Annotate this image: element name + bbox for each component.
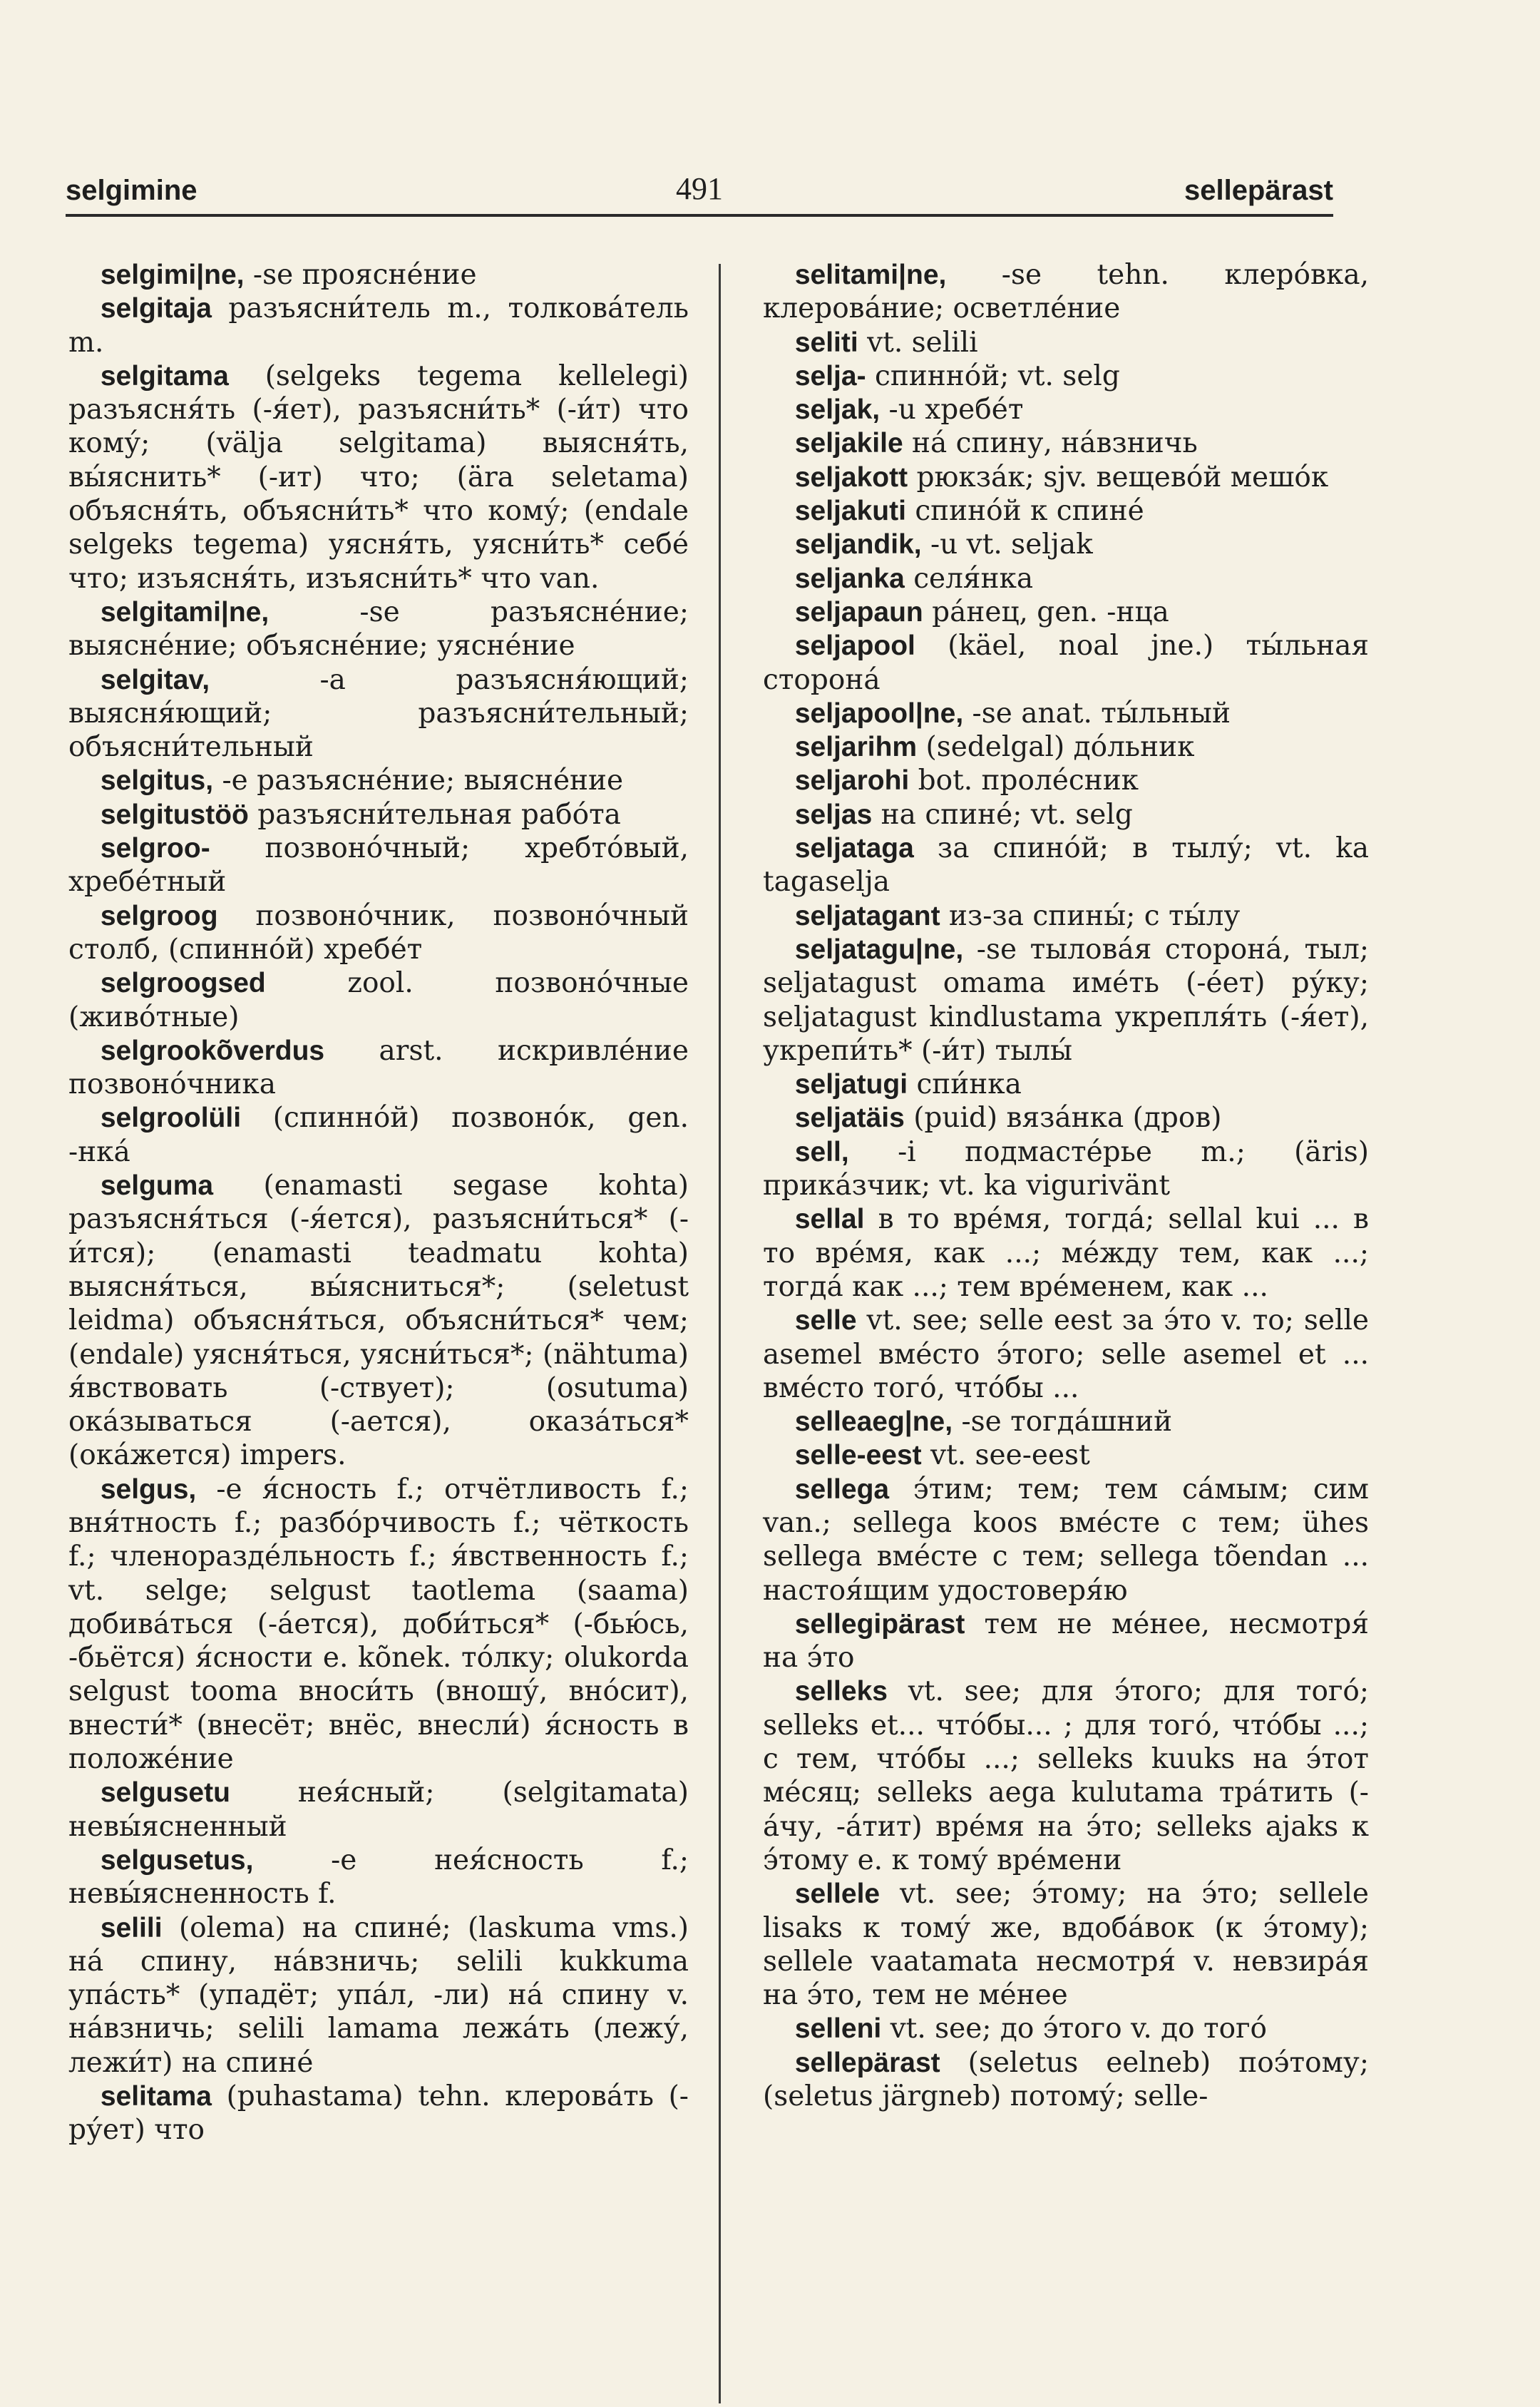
entry-headword: selgroo- [100, 833, 210, 864]
entry-definition: (sedelgal) до́льник [917, 731, 1195, 764]
dictionary-entry [763, 596, 1369, 629]
entry-definition: -se разъяснéние; выяснéние; объяснéние; уяснéние [68, 596, 689, 663]
dictionary-entry [68, 1473, 689, 1777]
entry-definition: ра́нец, gen. -нца [923, 596, 1169, 628]
entry-definition: vt. see; для э́того; для того́; selleks et... что́бы... ; для того́, что́бы ...; с тем, что́бы ...; selleks kuuks на э́тот мéсяц; selleks aega kulutama тра́тить (-а́чу, -а́тит) врéмя на э́то; selleks ajaks к э́тому e. к тому́ врéмени [763, 1675, 1369, 1876]
dictionary-entry [763, 2046, 1369, 2114]
dictionary-entry [763, 629, 1369, 697]
entry-headword: selleaeg|ne, [794, 1406, 953, 1438]
entry-definition: (seletus eelneb) поэ́тому; (seletus järgneb) потому́; selle- [763, 2046, 1369, 2113]
entry-headword: seljas [794, 799, 873, 830]
entry-definition: vt. see; selle eest за э́то v. то; selle asemel вмéсто э́того; selle asemel et ... вмéсто того́, что́бы ... [763, 1304, 1369, 1404]
entry-headword: selgus, [100, 1473, 197, 1505]
entry-definition: -se прояснéние [244, 259, 477, 291]
entry-definition: на́ спину, на́взничь [903, 427, 1198, 460]
entry-definition: zool. позвоно́чные (живо́тные) [68, 967, 689, 1033]
entry-definition: на спине́; vt. selg [872, 798, 1133, 831]
entry-definition: (selgeks tegema kellelegi) разъясня́ть (-я́ет), разъясни́ть* (-и́т) что кому́; (välja selgitama) выясня́ть, вы́яснить* (-ит) что; (ära seletama) объясня́ть, объясни́ть* что кому́; (endale selgeks tegema) уясня́ть, уясни́ть* себе́ что; изъясня́ть, изъясни́ть* что van. [68, 359, 689, 595]
entry-headword: sellele [794, 1879, 881, 1910]
entry-headword: sellal [794, 1204, 865, 1235]
entry-definition: разъясни́тельная рабо́та [248, 798, 621, 831]
dictionary-entry [763, 933, 1369, 1068]
entry-definition: (puhastama) tehn. клерова́ть (-ру́ет) что [68, 2080, 689, 2147]
entry-definition: (käel, noal jne.) ты́льная сторона́ [763, 630, 1369, 696]
entry-headword: selgusetus, [100, 1844, 254, 1876]
entry-definition: (puid) вяза́нка (дров) [904, 1102, 1222, 1135]
dictionary-entry [763, 832, 1369, 899]
entry-headword: selgroolüli [100, 1103, 242, 1134]
dictionary-entry [763, 697, 1369, 730]
dictionary-entry [68, 832, 689, 899]
dictionary-entry [763, 1473, 1369, 1608]
entry-headword: sellega [794, 1473, 890, 1505]
entry-headword: selgrookõverdus [100, 1035, 325, 1066]
left-column [68, 258, 689, 2147]
entry-definition: рюкза́к; sjv. вещево́й мешо́к [908, 461, 1329, 494]
entry-headword: selgitus, [100, 765, 214, 797]
dictionary-entry [763, 899, 1369, 933]
entry-definition: за спино́й; в тылу́; vt. ka tagaselja [763, 832, 1369, 899]
dictionary-entry [68, 798, 689, 832]
dictionary-entry [763, 2012, 1369, 2045]
entry-headword: seljandik, [794, 529, 922, 561]
dictionary-entry [68, 1034, 689, 1102]
dictionary-entry [763, 1304, 1369, 1405]
entry-definition: vt. selili [858, 326, 978, 359]
dictionary-entry [68, 899, 689, 967]
entry-definition: -e разъяснéние; выяснéние [213, 765, 624, 797]
running-head-right: sellepärast [1184, 175, 1333, 206]
entry-definition: vt. see; э́тому; на э́то; sellele lisaks к тому́ же, вдоба́вок (к э́тому); sellele vaatamata несмотря́ v. невзира́я на э́то, тем не мéнее [763, 1878, 1369, 2012]
dictionary-entry [68, 1776, 689, 1844]
dictionary-entry [763, 1202, 1369, 1304]
entry-definition: (спинно́й) позвоно́к, gen. -нка́ [68, 1102, 689, 1168]
entry-headword: seljatagant [794, 900, 940, 931]
entry-headword: seljakuti [794, 496, 906, 527]
entry-definition: -se тылова́я сторона́, тыл; seljatagust omama имéть (-éет) ру́ку; seljatagust kindlustama укрепля́ть (-я́ет), укрепи́ть* (-и́т) тылы́ [763, 933, 1369, 1067]
entry-definition: э́тим; тем; тем са́мым; сим van.; sellega koos вмéсте с тем; ühes sellega вмéсте с тем; sellega tõendan ... настоя́щим удостоверя́ю [763, 1473, 1369, 1607]
entry-definition: селя́нка [904, 562, 1034, 595]
dictionary-entry [763, 1608, 1369, 1675]
dictionary-entry [763, 764, 1369, 797]
entry-headword: selgusetu [100, 1777, 230, 1809]
entry-headword: selitami|ne, [794, 260, 947, 290]
page-number: 491 [676, 171, 723, 206]
entry-definition: спино́й к спине́ [905, 495, 1144, 528]
entry-definition: arst. искривлéние позвоно́чника [68, 1034, 689, 1101]
entry-headword: sell, [794, 1136, 849, 1167]
dictionary-entry [763, 461, 1369, 494]
entry-definition: -se tehn. клеро́вка, клерова́ние; осветлéние [763, 259, 1369, 325]
dictionary-entry [763, 326, 1369, 359]
entry-headword: seljataga [794, 833, 914, 864]
entry-headword: seljapaun [794, 596, 923, 628]
entry-headword: selgitav, [100, 664, 210, 695]
entry-definition: bot. пролéсник [909, 765, 1139, 797]
dictionary-entry [763, 426, 1369, 460]
entry-definition: спинно́й; vt. selg [866, 359, 1120, 392]
entry-headword: seliti [794, 327, 858, 358]
right-column [763, 258, 1369, 2113]
dictionary-entry [68, 764, 689, 797]
entry-headword: sellepärast [794, 2047, 940, 2078]
entry-headword: seljatugi [794, 1069, 908, 1100]
entry-headword: selgitami|ne, [100, 596, 270, 628]
entry-headword: selgitustöö [100, 799, 249, 830]
entry-headword: selgitama [100, 360, 229, 392]
dictionary-entry [763, 528, 1369, 561]
entry-headword: selili [100, 1912, 163, 1943]
dictionary-entry [763, 562, 1369, 596]
dictionary-entry [763, 1405, 1369, 1438]
entry-definition: -se anat. ты́льный [963, 697, 1231, 730]
entry-headword: selja- [794, 360, 866, 392]
entry-definition: vt. see; до э́того v. до того́ [881, 2013, 1268, 2045]
entry-definition: (olema) на спине́; (laskuma vms.) на́ спину, на́взничь; selili kukkuma упа́сть* (упадёт; упа́л, -ли) на́ спину v. на́взничь; selili lamama лежа́ть (лежу́, лежи́т) на спине́ [68, 1911, 689, 2079]
entry-definition: -a разъясня́ющий; выясня́ющий; разъясни́тельный; объясни́тельный [68, 663, 689, 764]
dictionary-entry [763, 1877, 1369, 2012]
entry-headword: selgimi|ne, [100, 260, 245, 290]
dictionary-entry [68, 2080, 689, 2147]
entry-definition: -se тогда́шний [953, 1406, 1173, 1438]
entry-headword: seljarohi [794, 765, 910, 797]
entry-definition: позвоно́чник, позвоно́чный столб, (спинно́й) хребéт [68, 899, 689, 966]
dictionary-entry [763, 393, 1369, 426]
entry-headword: selleni [794, 2013, 882, 2045]
entry-headword: seljapool [794, 630, 915, 662]
entry-definition: нея́сный; (selgitamata) невы́ясненный [68, 1777, 689, 1843]
entry-headword: seljapool|ne, [794, 697, 964, 729]
dictionary-entry [68, 359, 689, 596]
entry-definition: -e нея́сность f.; невы́ясненность f. [68, 1844, 689, 1911]
dictionary-entry [763, 1135, 1369, 1203]
entry-definition: -u vt. seljak [921, 528, 1093, 561]
entry-definition: спи́нка [908, 1068, 1022, 1101]
entry-definition: (enamasti segase kohta) разъясня́ться (-я́ется), разъясни́ться* (-и́тся); (enamasti teadmatu kohta) выясня́ться, вы́ясниться*; (seletust leidma) объясня́ться, объясни́ться* чем; (endale) уясня́ться, уясни́ться*; (nähtuma) я́вствовать (-ствует); (osutuma) ока́зываться (-ается), оказа́ться* (ока́жется) impers. [68, 1170, 689, 1472]
dictionary-entry [763, 1068, 1369, 1101]
dictionary-entry [68, 1911, 689, 2080]
entry-definition: -u хребéт [880, 394, 1024, 426]
entry-headword: seljak, [794, 394, 881, 426]
entry-definition: из-за спины́; с ты́лу [940, 899, 1241, 932]
entry-headword: selitama [100, 2081, 212, 2112]
dictionary-entry [763, 1675, 1369, 1877]
entry-headword: selgroog [100, 900, 218, 931]
dictionary-entry [763, 1438, 1369, 1472]
dictionary-entry [68, 663, 689, 765]
dictionary-entry [68, 258, 689, 292]
entry-headword: sellegipärast [794, 1608, 965, 1640]
dictionary-entry [68, 966, 689, 1034]
entry-headword: selgitaja [100, 293, 212, 324]
dictionary-entry [763, 494, 1369, 528]
entry-headword: selle-eest [794, 1440, 922, 1471]
dictionary-entry [763, 1101, 1369, 1135]
entry-definition: vt. see-eest [921, 1439, 1090, 1472]
entry-headword: seljarihm [794, 732, 918, 763]
dictionary-entry [763, 258, 1369, 326]
entry-definition: -i подмасте́рье m.; (äris) прика́зчик; vt. ka vigurivänt [763, 1135, 1369, 1202]
entry-definition: тем не мéнее, несмотря́ на э́то [763, 1608, 1369, 1675]
running-head-left: selgimine [66, 175, 197, 206]
entry-definition: позвоно́чный; хребто́вый, хребéтный [68, 832, 689, 899]
dictionary-entry [763, 730, 1369, 764]
entry-headword: seljakott [794, 461, 908, 493]
entry-definition: -e я́сность f.; отчётливость f.; вня́тность f.; разбо́рчивость f.; чёткость f.; членораздéльность f.; я́вственность f.; vt. selge; selgust taotlema (saama) добива́ться (-а́ется), доби́ться* (-бью́сь, -бьётся) я́сности e. kõnek. то́лку; olukorda selgust tooma вноси́ть (вношу́, вно́сит), внести́* (внесёт; внёс, внесли́) я́сность в положéние [68, 1473, 689, 1776]
dictionary-entry [68, 1169, 689, 1473]
dictionary-entry [68, 292, 689, 359]
entry-headword: selgroogsed [100, 968, 266, 999]
dictionary-entry [763, 359, 1369, 393]
dictionary-entry [763, 798, 1369, 832]
page-header [66, 146, 1333, 217]
entry-headword: selleks [794, 1676, 888, 1707]
entry-headword: seljatäis [794, 1103, 905, 1134]
entry-headword: seljakile [794, 428, 903, 459]
entry-definition: в то врéмя, тогда́; sellal kui ... в то врéмя, как ...; мéжду тем, как ...; тогда́ как ...; тем врéменем, как ... [763, 1203, 1369, 1303]
entry-definition: разъясни́тель m., толкова́тель m. [68, 292, 689, 359]
entry-headword: seljanka [794, 563, 905, 594]
dictionary-entry [68, 596, 689, 663]
dictionary-entry [68, 1844, 689, 1911]
entry-headword: seljatagu|ne, [794, 934, 964, 965]
dictionary-entry [68, 1101, 689, 1169]
entry-headword: selguma [100, 1170, 214, 1202]
column-divider [719, 264, 721, 2403]
entry-headword: selle [794, 1305, 857, 1337]
